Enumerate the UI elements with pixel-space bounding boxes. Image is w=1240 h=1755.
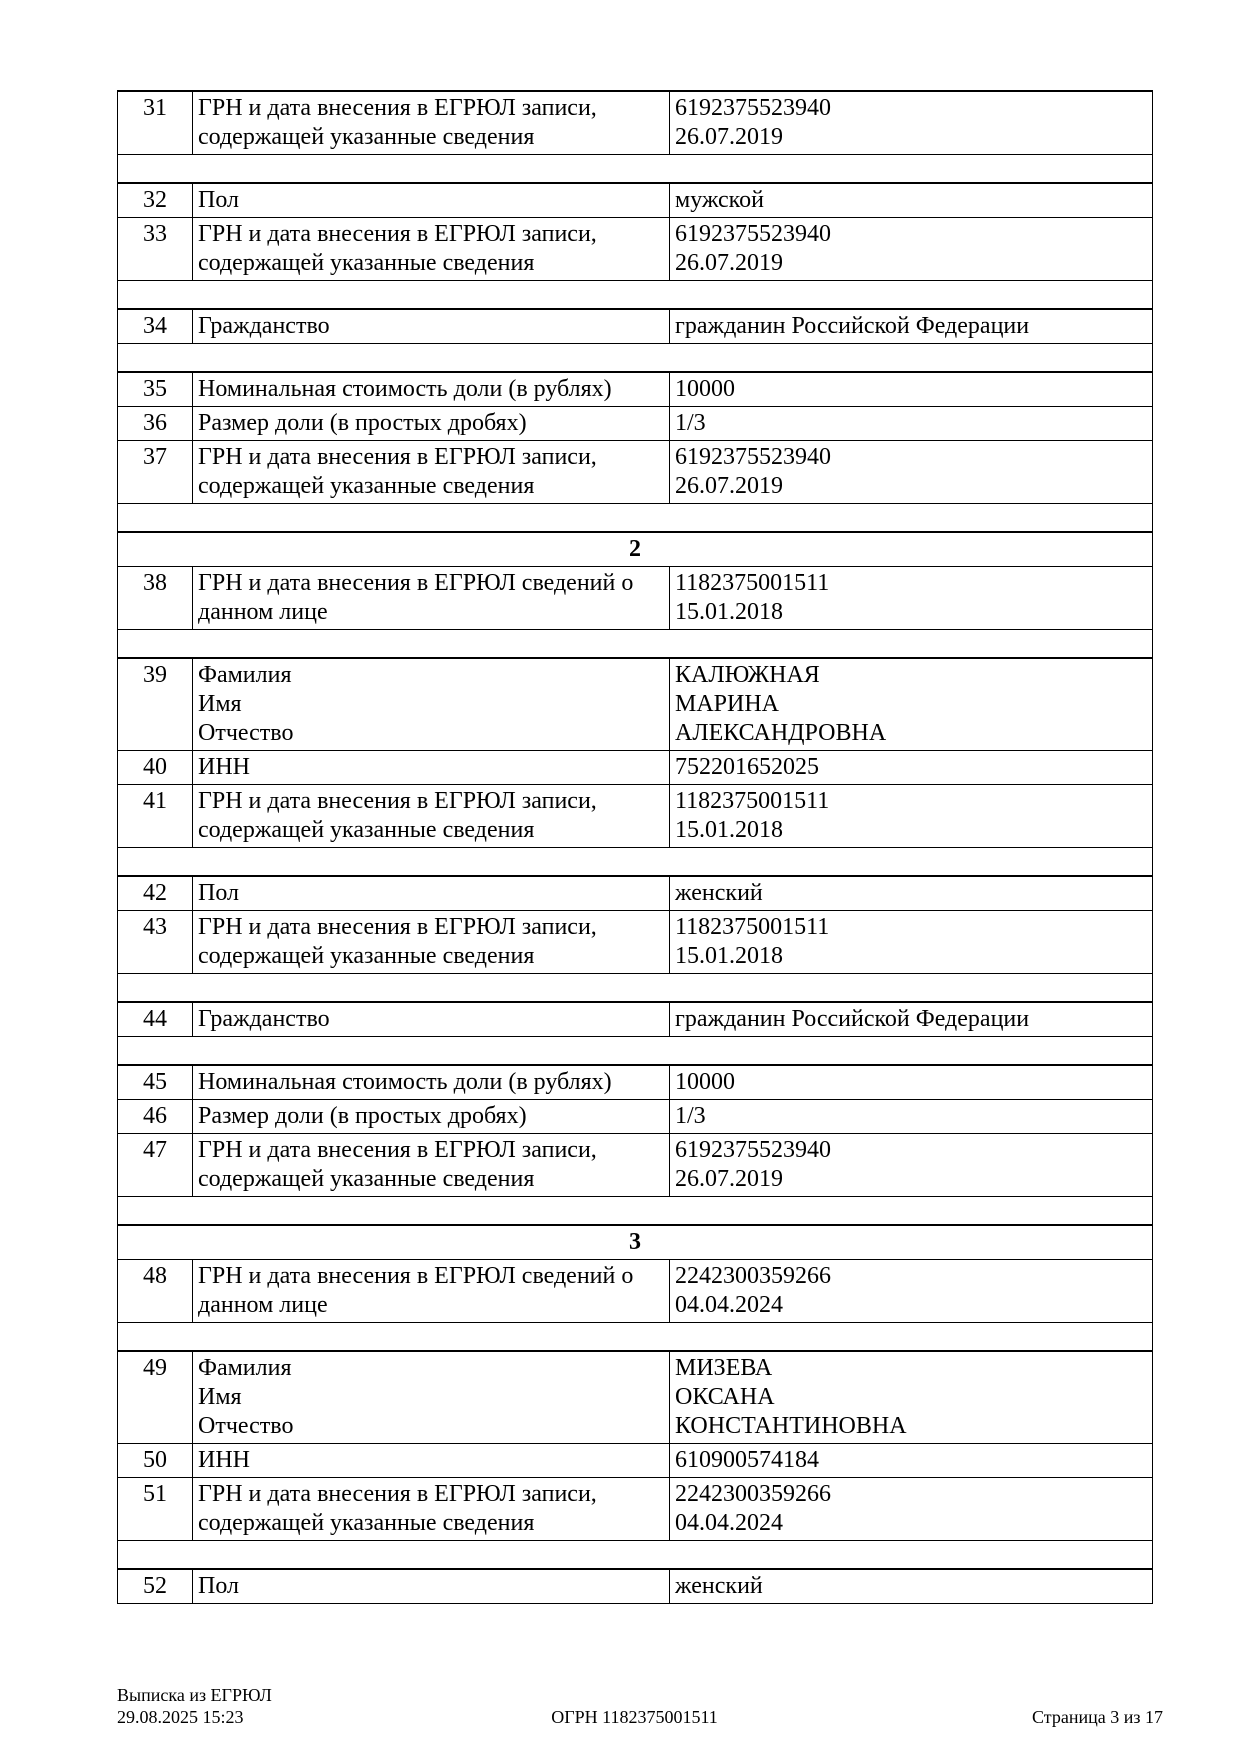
table-row [118,910,1153,973]
field-label [193,440,670,503]
field-label-line: содержащей указанные сведения [198,1509,535,1536]
field-label [193,1133,670,1196]
spacer-row [118,1036,1153,1065]
field-label-line: Номинальная стоимость доли (в рублях) [198,1069,612,1095]
field-label-line: Номинальная стоимость доли (в рублях) [198,376,612,402]
field-value-line: 1/3 [675,409,706,436]
field-value [670,309,1153,343]
row-number: 34 [118,309,193,343]
spacer-cell [118,154,1153,183]
field-label-line: ГРН и дата внесения в ЕГРЮЛ записи, [198,1136,597,1163]
field-value [670,1099,1153,1133]
spacer-cell [118,343,1153,372]
field-label [193,372,670,406]
field-label-line: ГРН и дата внесения в ЕГРЮЛ записи, [198,913,597,940]
spacer-row [118,1322,1153,1351]
spacer-cell [118,1036,1153,1065]
field-label-line: Фамилия [198,1355,292,1381]
spacer-row [118,1540,1153,1569]
table-row [118,784,1153,847]
field-label-line: содержащей указанные сведения [198,472,535,499]
row-number: 46 [118,1099,193,1133]
spacer-cell [118,847,1153,876]
field-value [670,406,1153,440]
footer-doc-title: Выписка из ЕГРЮЛ [117,1685,272,1705]
field-value [670,784,1153,847]
row-number: 33 [118,217,193,280]
field-value-line: 26.07.2019 [675,124,783,150]
spacer-row [118,629,1153,658]
row-number: 44 [118,1002,193,1036]
section-number: 3 [118,1225,1153,1259]
field-value [670,910,1153,973]
field-label [193,91,670,154]
table-row [118,1477,1153,1540]
field-value-line: женский [675,1573,763,1599]
row-number: 38 [118,566,193,629]
field-label [193,566,670,629]
field-value [670,217,1153,280]
field-value-line: 610900574184 [675,1446,819,1473]
spacer-row [118,1196,1153,1225]
field-label-line: Отчество [198,720,294,746]
row-number: 35 [118,372,193,406]
field-value-line: женский [675,880,763,906]
field-label [193,1569,670,1603]
spacer-row [118,280,1153,309]
table-row [118,1351,1153,1443]
field-label-line: данном лице [198,1291,328,1318]
field-label [193,1099,670,1133]
field-value-line: 04.04.2024 [675,1509,783,1536]
table-row [118,1569,1153,1603]
field-value [670,566,1153,629]
field-value [670,1133,1153,1196]
field-value-line: 6192375523940 [675,95,831,121]
field-value-line: 26.07.2019 [675,249,783,276]
field-label-line: данном лице [198,598,328,625]
field-label [193,1351,670,1443]
field-value [670,1002,1153,1036]
field-value-line: 6192375523940 [675,220,831,247]
field-value-line: 10000 [675,376,735,402]
row-number: 52 [118,1569,193,1603]
field-value [670,1065,1153,1099]
spacer-row [118,847,1153,876]
field-label-line: Пол [198,880,239,906]
spacer-row [118,154,1153,183]
row-number: 36 [118,406,193,440]
field-label [193,183,670,217]
table-row [118,1443,1153,1477]
field-label [193,750,670,784]
table-row [118,406,1153,440]
field-label-line: ГРН и дата внесения в ЕГРЮЛ записи, [198,1480,597,1507]
row-number: 39 [118,658,193,750]
spacer-cell [118,973,1153,1002]
spacer-cell [118,629,1153,658]
table-row [118,1065,1153,1099]
spacer-row [118,973,1153,1002]
field-label [193,784,670,847]
field-label-line: ГРН и дата внесения в ЕГРЮЛ записи, [198,220,597,247]
row-number: 42 [118,876,193,910]
field-value [670,1259,1153,1322]
field-value-line: 752201652025 [675,753,819,780]
table-row [118,183,1153,217]
field-label-line: ГРН и дата внесения в ЕГРЮЛ сведений о [198,569,634,596]
field-value [670,1477,1153,1540]
spacer-cell [118,1322,1153,1351]
row-number: 37 [118,440,193,503]
field-value-line: 1182375001511 [675,787,830,814]
field-label-line: ГРН и дата внесения в ЕГРЮЛ записи, [198,95,597,121]
field-value-line: 1182375001511 [675,913,830,940]
field-label [193,309,670,343]
field-label [193,1065,670,1099]
field-label-line: Пол [198,1573,239,1599]
field-label-line: ИНН [198,753,250,780]
spacer-row [118,343,1153,372]
field-value-line: 15.01.2018 [675,598,783,625]
section-header-row [118,1225,1153,1259]
footer-timestamp: 29.08.2025 15:23 [117,1707,244,1727]
field-value [670,1443,1153,1477]
field-value-line: 15.01.2018 [675,816,783,843]
table-row [118,372,1153,406]
field-value [670,91,1153,154]
field-value-line: МАРИНА [675,691,780,717]
section-header-row [118,532,1153,566]
field-label-line: Размер доли (в простых дробях) [198,409,527,436]
field-value [670,1351,1153,1443]
field-label-line: Гражданство [198,1006,330,1032]
field-label-line: содержащей указанные сведения [198,816,535,843]
field-value-line: 6192375523940 [675,443,831,470]
row-number: 45 [118,1065,193,1099]
field-label [193,1259,670,1322]
row-number: 47 [118,1133,193,1196]
field-label-line: Имя [198,691,242,717]
row-number: 32 [118,183,193,217]
field-value-line: 1/3 [675,1102,706,1129]
field-value [670,183,1153,217]
field-label-line: содержащей указанные сведения [198,942,535,969]
field-value-line: 2242300359266 [675,1262,831,1289]
field-value-line: гражданин Российской Федерации [675,313,1030,339]
spacer-cell [118,1196,1153,1225]
table-row [118,1133,1153,1196]
field-label-line: содержащей указанные сведения [198,1165,535,1192]
field-value-line: 15.01.2018 [675,942,783,969]
field-label-line: Размер доли (в простых дробях) [198,1102,527,1129]
field-label [193,217,670,280]
field-label [193,1002,670,1036]
footer-ogrn: ОГРН 1182375001511 [551,1707,718,1727]
field-label [193,1477,670,1540]
field-value [670,876,1153,910]
table-row [118,566,1153,629]
table-row [118,1002,1153,1036]
field-label-line: ГРН и дата внесения в ЕГРЮЛ записи, [198,787,597,814]
field-label-line: Пол [198,187,239,213]
egrul-table [117,90,1153,1604]
table-row [118,309,1153,343]
field-value-line: АЛЕКСАНДРОВНА [675,720,887,746]
row-number: 41 [118,784,193,847]
field-value-line: 04.04.2024 [675,1291,783,1318]
spacer-cell [118,503,1153,532]
field-value [670,372,1153,406]
field-value-line: гражданин Российской Федерации [675,1006,1030,1032]
row-number: 49 [118,1351,193,1443]
row-number: 40 [118,750,193,784]
field-label-line: Гражданство [198,313,330,339]
field-label [193,1443,670,1477]
table-row [118,876,1153,910]
row-number: 51 [118,1477,193,1540]
field-value-line: МИЗЕВА [675,1355,773,1381]
table-row [118,217,1153,280]
field-value-line: 10000 [675,1069,735,1095]
field-value-line: 26.07.2019 [675,472,783,499]
table-row [118,658,1153,750]
field-value [670,658,1153,750]
spacer-cell [118,280,1153,309]
table-row [118,91,1153,154]
field-value [670,440,1153,503]
spacer-row [118,503,1153,532]
row-number: 48 [118,1259,193,1322]
field-label-line: ИНН [198,1446,250,1473]
field-label-line: Имя [198,1384,242,1410]
field-value-line: ОКСАНА [675,1384,775,1410]
spacer-cell [118,1540,1153,1569]
field-label [193,876,670,910]
field-value-line: КАЛЮЖНАЯ [675,662,820,688]
field-label-line: Фамилия [198,662,292,688]
field-value-line: 1182375001511 [675,569,830,596]
field-label [193,910,670,973]
field-label [193,658,670,750]
field-value [670,750,1153,784]
field-value-line: 2242300359266 [675,1480,831,1507]
field-label-line: содержащей указанные сведения [198,249,535,276]
footer-page-number: Страница 3 из 17 [1032,1707,1163,1727]
field-label-line: содержащей указанные сведения [198,124,535,150]
field-label-line: Отчество [198,1413,294,1439]
field-value-line: мужской [675,187,764,213]
row-number: 50 [118,1443,193,1477]
table-row [118,440,1153,503]
field-label [193,406,670,440]
table-row [118,750,1153,784]
table-row [118,1259,1153,1322]
section-number: 2 [118,532,1153,566]
field-value-line: 6192375523940 [675,1136,831,1163]
table-row [118,1099,1153,1133]
field-value-line: КОНСТАНТИНОВНА [675,1413,907,1439]
field-value-line: 26.07.2019 [675,1165,783,1192]
row-number: 43 [118,910,193,973]
field-label-line: ГРН и дата внесения в ЕГРЮЛ сведений о [198,1262,634,1289]
row-number: 31 [118,91,193,154]
field-value [670,1569,1153,1603]
field-label-line: ГРН и дата внесения в ЕГРЮЛ записи, [198,443,597,470]
